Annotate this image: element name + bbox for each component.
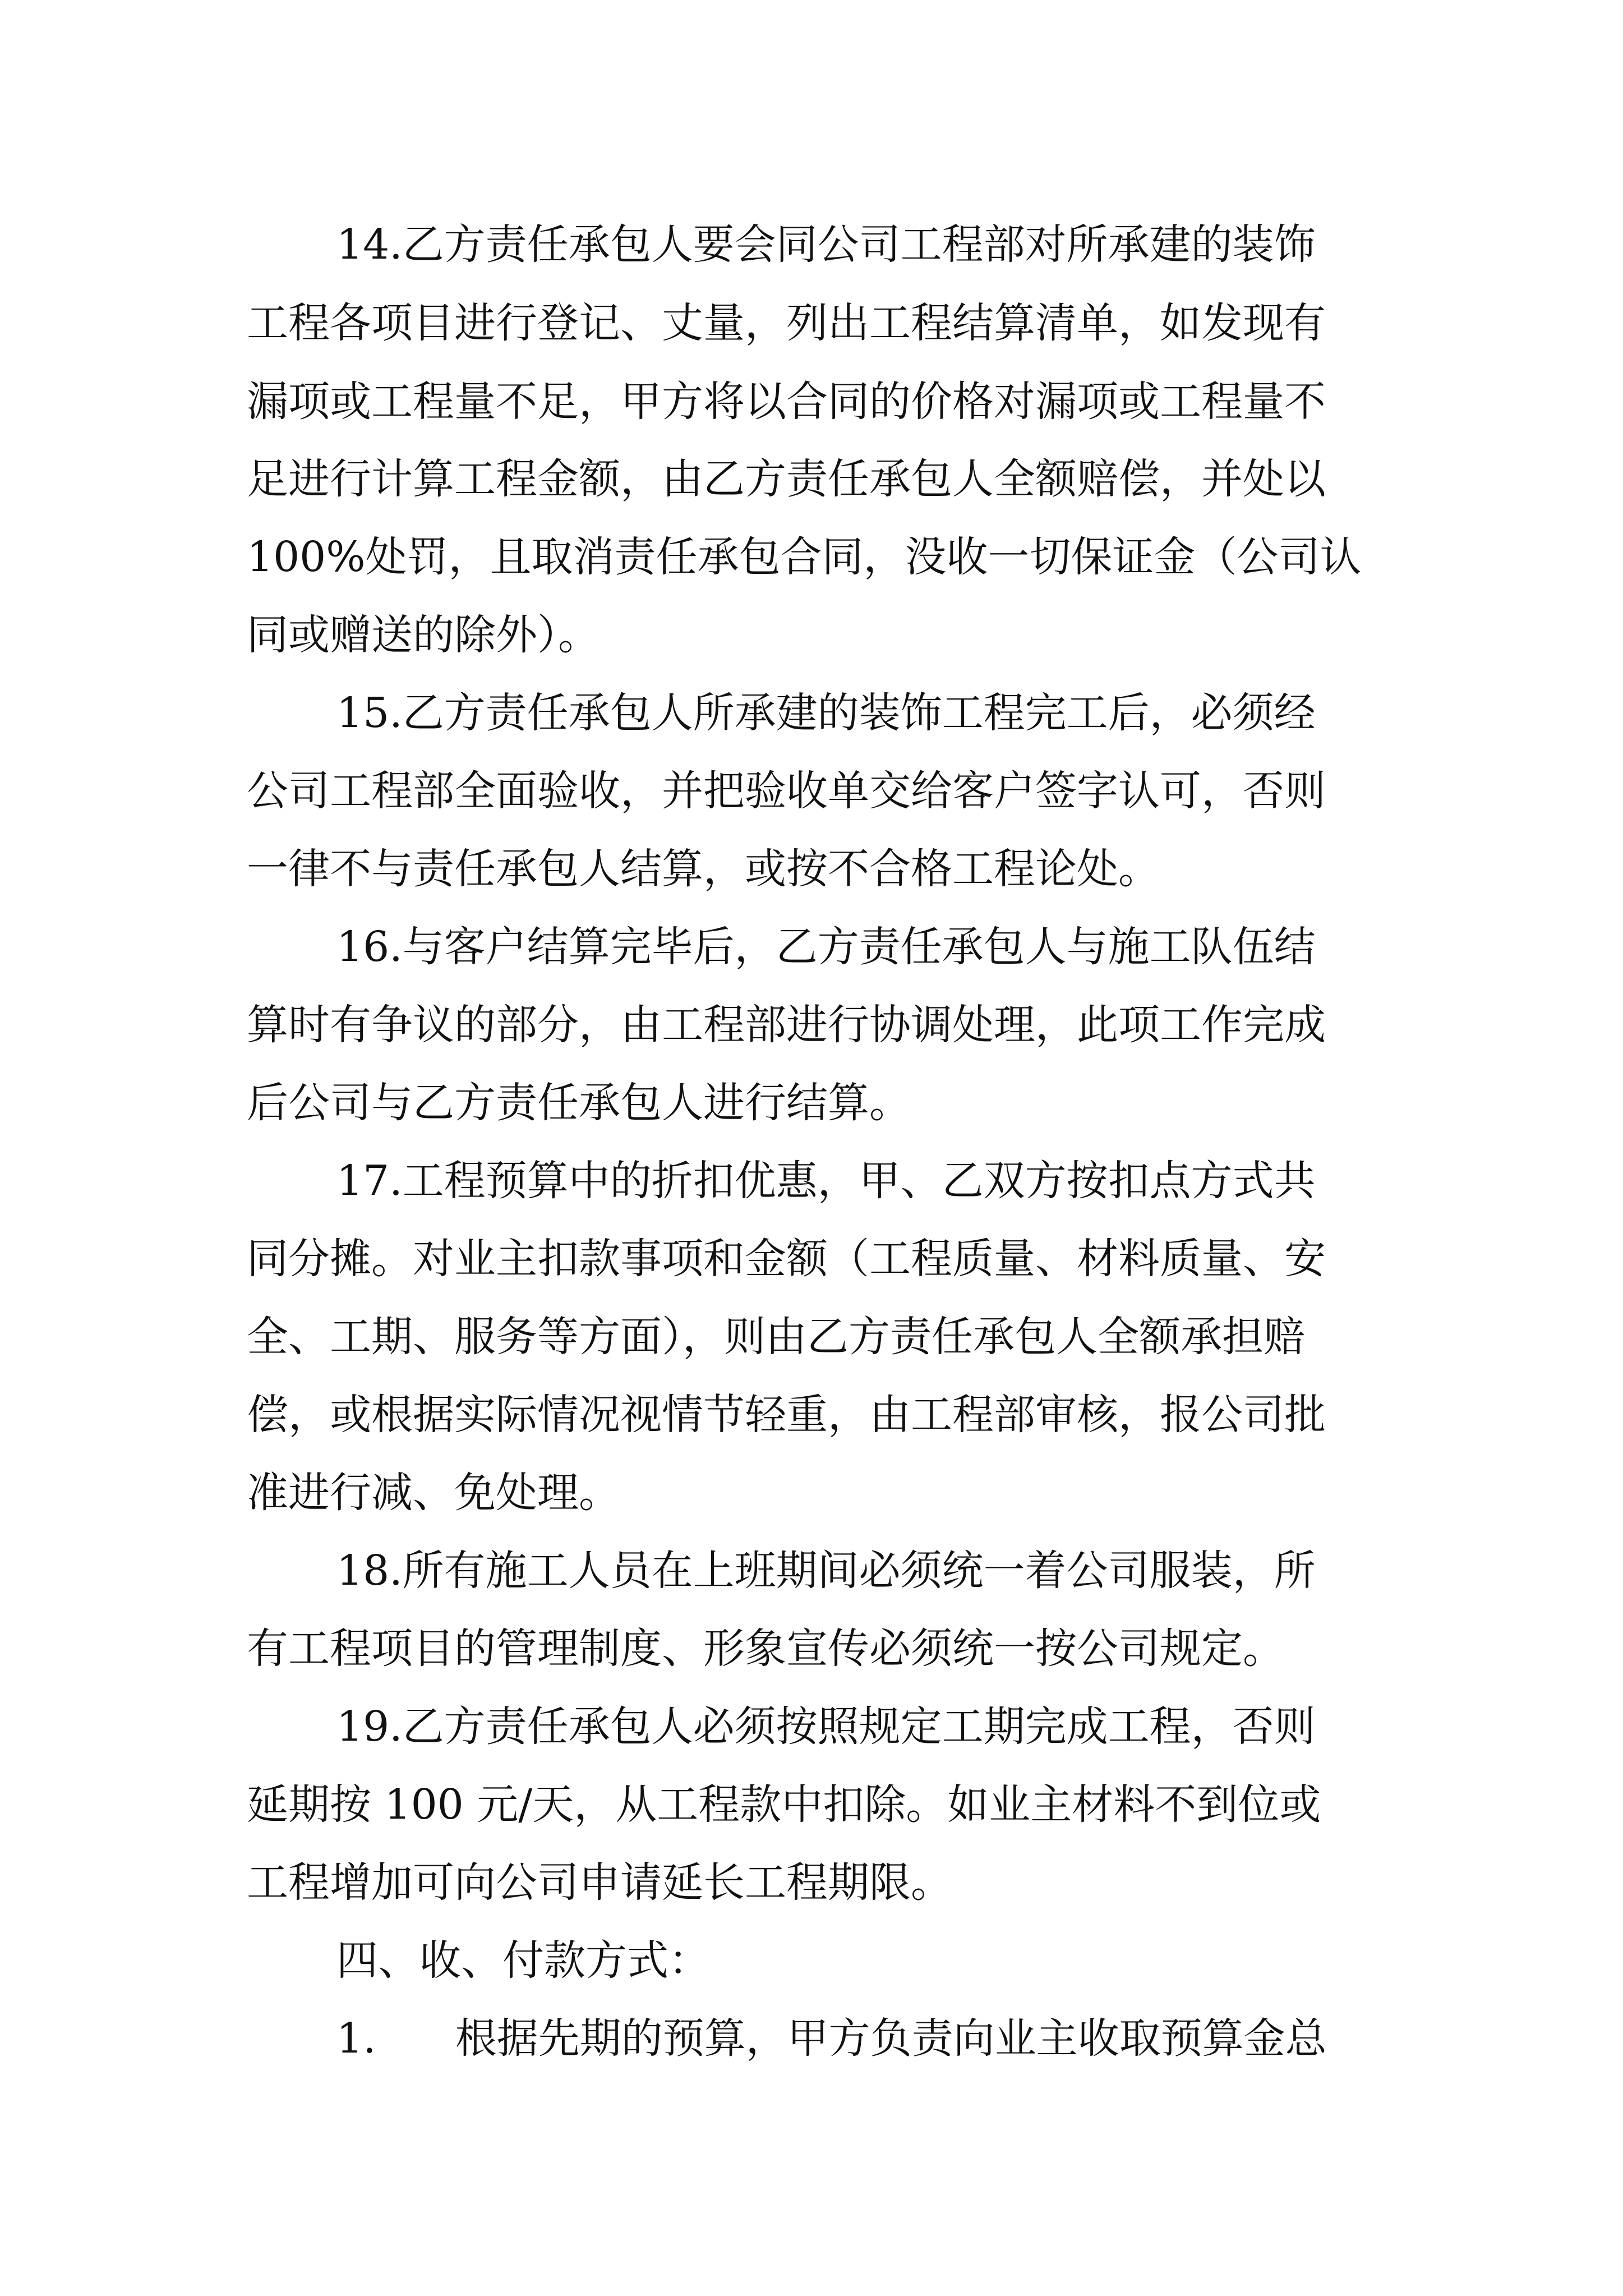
clause-16-line-2: 算时有争议的部分，由工程部进行协调处理，此项工作完成 bbox=[247, 1001, 1326, 1049]
clause-17-line-4: 偿，或根据实际情况视情节轻重，由工程部审核，报公司批 bbox=[247, 1391, 1326, 1439]
clause-19-line-3: 工程增加可向公司申请延长工程期限。 bbox=[247, 1858, 952, 1907]
clause-14-line-4: 足进行计算工程金额，由乙方责任承包人全额赔偿，并处以 bbox=[247, 455, 1326, 503]
clause-14-line-5: 100%处罚，且取消责任承包合同，没收一切保证金（公司认 bbox=[247, 533, 1362, 581]
clause-14-line-2: 工程各项目进行登记、丈量，列出工程结算清单，如发现有 bbox=[247, 299, 1326, 347]
clause-17-line-3: 全、工期、服务等方面），则由乙方责任承包人全额承担赔 bbox=[247, 1313, 1305, 1361]
clause-15-line-3: 一律不与责任承包人结算，或按不合格工程论处。 bbox=[247, 845, 1160, 893]
clause-14-line-3: 漏项或工程量不足，甲方将以合同的价格对漏项或工程量不 bbox=[247, 378, 1326, 426]
clause-17-line-1: 17.工程预算中的折扣优惠，甲、乙双方按扣点方式共 bbox=[336, 1157, 1316, 1205]
clause-15-line-1: 15.乙方责任承包人所承建的装饰工程完工后，必须经 bbox=[336, 689, 1316, 737]
clause-14-line-1: 14.乙方责任承包人要会同公司工程部对所承建的装饰 bbox=[336, 220, 1316, 269]
clause-19-line-2: 延期按 100 元/天，从工程款中扣除。如业主材料不到位或 bbox=[247, 1780, 1321, 1829]
clause-14-line-6: 同或赠送的除外）。 bbox=[247, 611, 600, 659]
section-4-item-1: 1. 根据先期的预算，甲方负责向业主收取预算金总 bbox=[336, 2014, 1327, 2063]
clause-18-line-1: 18.所有施工人员在上班期间必须统一着公司服装，所 bbox=[336, 1547, 1316, 1595]
clause-15-line-2: 公司工程部全面验收，并把验收单交给客户签字认可，否则 bbox=[247, 767, 1326, 815]
clause-17-line-2: 同分摊。对业主扣款事项和金额（工程质量、材料质量、安 bbox=[247, 1235, 1326, 1283]
clause-17-line-5: 准进行减、免处理。 bbox=[247, 1469, 620, 1517]
clause-16-line-1: 16.与客户结算完毕后，乙方责任承包人与施工队伍结 bbox=[336, 923, 1316, 971]
section-4-heading: 四、收、付款方式： bbox=[336, 1936, 710, 1985]
clause-16-line-3: 后公司与乙方责任承包人进行结算。 bbox=[247, 1079, 911, 1127]
clause-19-line-1: 19.乙方责任承包人必须按照规定工期完成工程，否则 bbox=[336, 1703, 1316, 1751]
clause-18-line-2: 有工程项目的管理制度、形象宣传必须统一按公司规定。 bbox=[247, 1625, 1284, 1673]
